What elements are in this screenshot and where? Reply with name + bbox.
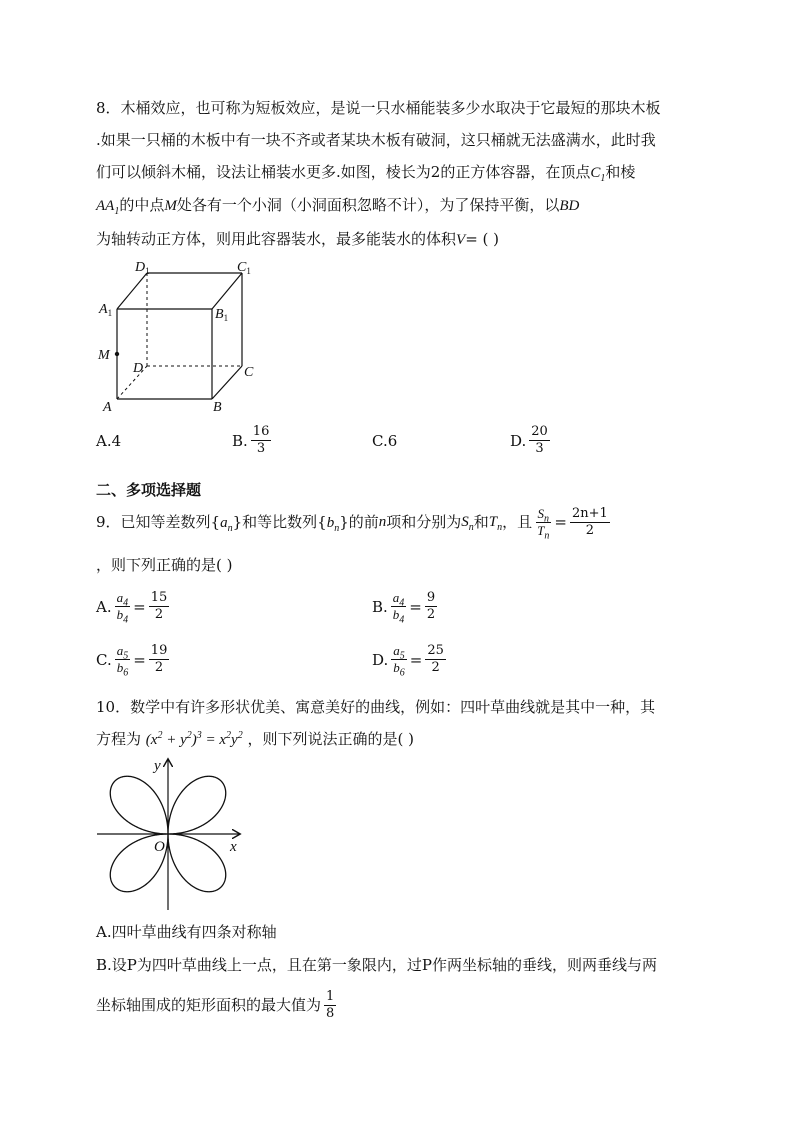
q9-option-d[interactable]: D. $\frac{a_5}{b_6}$ = $\frac{25}{2}$ (372, 643, 444, 679)
q8-option-d[interactable]: D. $\frac{20}{3}$ (510, 424, 548, 456)
q8-line-3-text: 们可以倾斜木桶，设法让桶装水更多.如图，棱长为2的正方体容器，在顶点 (96, 163, 591, 181)
q10-line-1: 10．数学中有许多形状优美、寓意美好的曲线，例如：四叶草曲线就是其中一种，其 (96, 698, 656, 716)
label-d: D (133, 361, 144, 376)
q9-option-a[interactable]: A. $\frac{a_4}{b_4}$ = $\frac{15}{2}$ (96, 590, 168, 626)
label-a1: $A_1$ (99, 302, 113, 318)
q8-line-3 (96, 162, 635, 183)
q8-option-b[interactable]: B. $\frac{16}{3}$ (232, 424, 270, 456)
q9-option-b[interactable]: B. $\frac{a_4}{b_4}$ = $\frac{9}{2}$ (372, 590, 436, 626)
cube-figure (95, 256, 265, 416)
clover-equation: $(x^2 + y^2)^3 = x^2y^2$ (145, 730, 243, 748)
volume-v: V (456, 232, 466, 248)
edge-a1d1 (117, 273, 147, 309)
q10-option-b-line-2[interactable]: 坐标轴围成的矩形面积的最大值为 $\frac{1}{8}$ (96, 988, 335, 1021)
edge-b1c1 (212, 273, 242, 309)
label-a: A (103, 400, 112, 415)
q8-line-3-tail: 和棱 (605, 163, 636, 181)
q9-line-1: 9．已知等差数列 $\{a_n\}$ 和等比数列 $\{b_n\}$ 的前 n 项和分别为 $S_n$ 和 $T_n$ ，且 $\frac{S_n}{T_n}$ = $\frac{2n+1}{2}$ (96, 505, 608, 542)
edge-bc (212, 366, 242, 399)
label-c: C (244, 365, 254, 380)
label-c1: $C_1$ (237, 260, 251, 276)
edge-aa1: $AA_1$ (96, 198, 120, 217)
clover-graph (93, 754, 253, 914)
q10-option-b-line-1[interactable]: B.设P为四叶草曲线上一点，且在第一象限内，过P作两坐标轴的垂线，则两垂线与两 (96, 956, 657, 974)
q8-line-2: .如果一只桶的木板中有一块不齐或者某块木板有破洞，这只桶就无法盛满水，此时我 (96, 131, 656, 149)
q10-option-a[interactable]: A.四叶草曲线有四条对称轴 (96, 923, 277, 941)
axis-bd: BD (559, 198, 580, 214)
axis-label-x: x (230, 839, 237, 855)
q9-line-2: ，则下列正确的是( ) (96, 556, 233, 574)
q8-line-5: 为轴转动正方体，则用此容器装水，最多能装水的体积V= ( ) (96, 230, 499, 248)
label-d1: $D_1$ (135, 260, 150, 276)
q8-option-c[interactable]: C.6 (372, 432, 398, 450)
label-b1: $B_1$ (215, 307, 229, 323)
point-m: M (164, 198, 177, 214)
q8-line-4: $AA_1$的中点M处各有一个小洞（小洞面积忽略不计），为了保持平衡，以BD (96, 196, 580, 217)
section-heading-multi-choice: 二、多项选择题 (96, 481, 202, 499)
q8-option-a[interactable]: A.4 (96, 432, 122, 450)
vertex-c1: $C_1$ (590, 165, 606, 184)
point-m-dot (115, 352, 119, 356)
origin-label: O (154, 839, 165, 855)
axis-label-y: y (154, 758, 161, 774)
q10-line-2: 方程为 $(x^2 + y^2)^3 = x^2y^2$ ，则下列说法正确的是( ) (96, 730, 414, 748)
q9-option-c[interactable]: C. $\frac{a_5}{b_6}$ = $\frac{19}{2}$ (96, 643, 168, 679)
label-m: M (98, 348, 110, 363)
label-b: B (213, 400, 222, 415)
q8-line-1: 8．木桶效应，也可称为短板效应，是说一只水桶能装多少水取决于它最短的那块木板 (96, 99, 661, 117)
